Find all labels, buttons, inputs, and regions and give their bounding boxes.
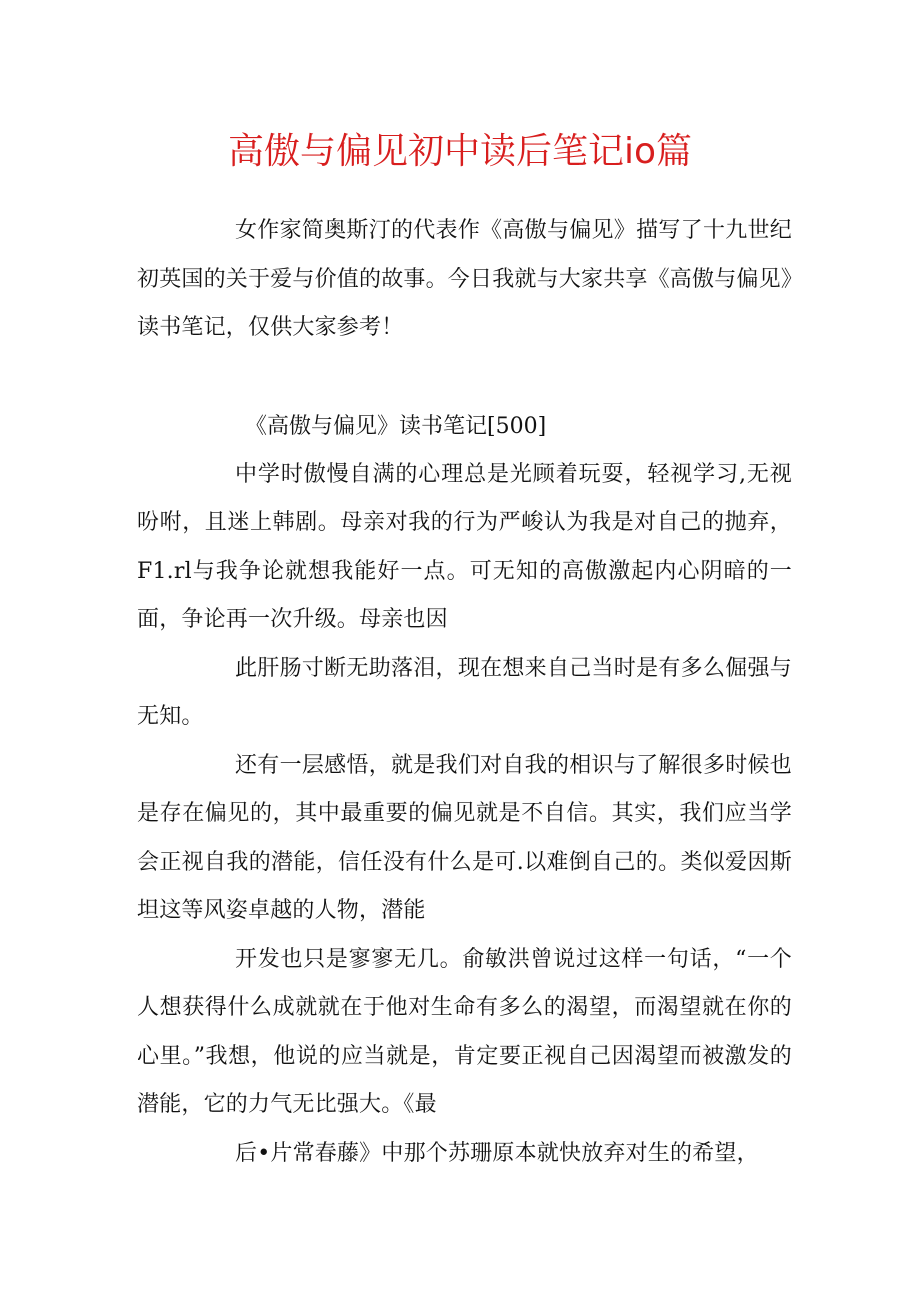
document-title: 高傲与偏见初中读后笔记io篇 [227,131,693,172]
section-heading: 《高傲与偏见》读书笔记[500] [245,413,547,439]
body-paragraph-5: 后•片常春藤》中那个苏珊原本就快放弃对生的希望， [235,1140,759,1166]
section-spacer [137,353,792,403]
body-paragraph-1: 中学时傲慢自满的心理总是光顾着玩耍，轻视学习,无视吩咐，且迷上韩剧。母亲对我的行为严峻认为我是对自己的抛弃，F1.rl与我争论就想我能好一点。可无知的高傲激起内心阴暗的一面，争论再一次升级。母亲也因 [137,461,792,632]
document-body [137,207,792,1178]
intro-paragraph: 女作家简奥斯汀的代表作《高傲与偏见》描写了十九世纪初英国的关于爱与价值的故事。今日我就与大家共享《高傲与偏见》读书笔记，仅供大家参考！ [137,218,793,340]
body-paragraph-2: 此肝肠寸断无助落泪，现在想来自己当时是有多么倔强与无知。 [137,655,792,729]
body-paragraph-3: 还有一层感悟，就是我们对自我的相识与了解很多时候也是存在偏见的，其中最重要的偏见就是不自信。其实，我们应当学会正视自我的潜能，信任没有什么是可.以难倒自己的。类似爱因斯坦这等风姿卓越的人物，潜能 [137,752,792,923]
body-paragraph-4: 开发也只是寥寥无几。俞敏洪曾说过这样一句话，“一个人想获得什么成就就在于他对生命有多么的渴望，而渴望就在你的心里。”我想，他说的应当就是，肯定要正视自己因渴望而被激发的潜能，它的力气无比强大。《最 [137,946,792,1117]
